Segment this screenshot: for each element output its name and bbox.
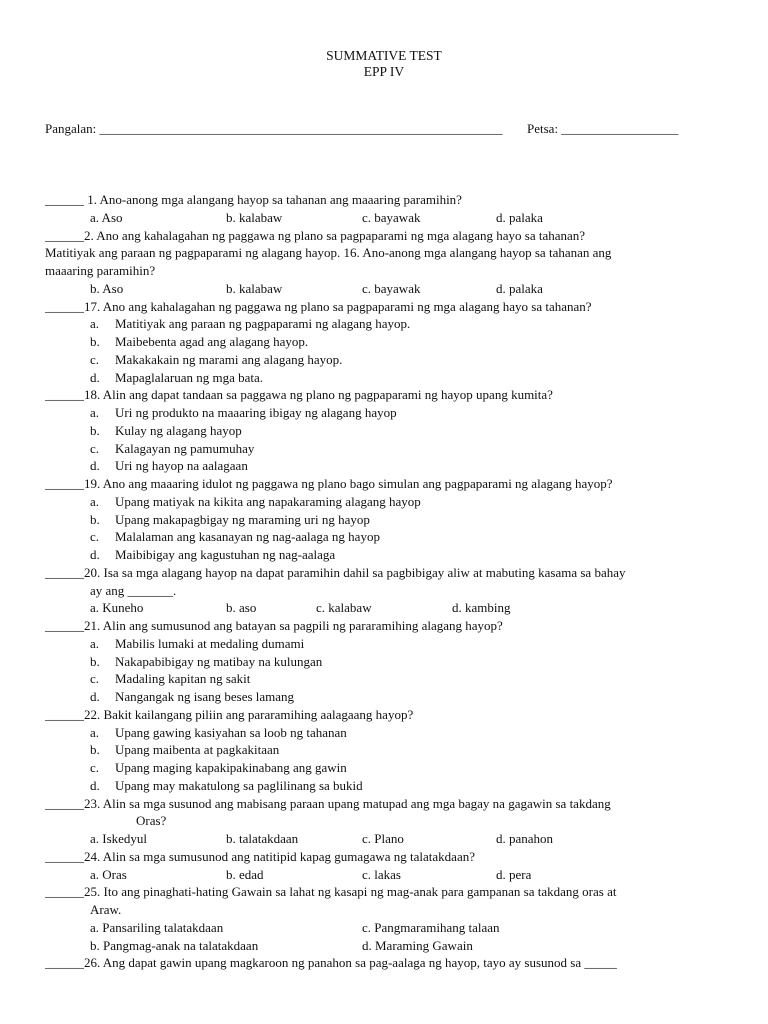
option-letter: b. (90, 654, 100, 669)
question-stem: ______22. Bakit kailangang piliin ang pararamihing aalagaang hayop? (45, 707, 414, 722)
option-letter: a. (90, 405, 100, 420)
answer-option (90, 654, 322, 670)
option-text: Kalagayan ng pamumuhay (115, 441, 255, 456)
answer-option (90, 671, 250, 687)
option-text: Mapaglalaruan ng mga bata. (115, 370, 263, 385)
answer-option (90, 494, 421, 510)
option-letter: b. (90, 742, 100, 757)
option-text: Upang matiyak na kikita ang napakaraming alagang hayop (115, 494, 421, 509)
option-letter: a. (90, 494, 100, 509)
option-text: Uri ng hayop na aalagaan (115, 458, 248, 473)
option-text: Kulay ng alagang hayop (115, 423, 242, 438)
option-letter: d. (90, 689, 100, 704)
answer-choice: d. pera (496, 867, 532, 882)
option-letter: d. (90, 547, 100, 562)
answer-choice: b. kalabaw (226, 281, 283, 296)
answer-choice: c. bayawak (362, 210, 421, 225)
question-stem: ______ 1. Ano-anong mga alangang hayop sa tahanan ang maaaring paramihin? (45, 192, 462, 207)
option-text: Upang maibenta at pagkakitaan (115, 742, 280, 757)
option-text: Upang may makatulong sa paglilinang sa bukid (115, 778, 363, 793)
answer-option (90, 316, 410, 332)
question-stem: ______18. Alin ang dapat tandaan sa paggawa ng plano ng pagpaparami ng hayop upang kumita? (45, 387, 553, 402)
answer-choice: d. panahon (496, 831, 554, 846)
answer-option (90, 441, 254, 457)
question-stem: ______21. Alin ang sumusunod ang batayan sa pagpili ng pararamihing alagang hayop? (45, 618, 503, 633)
option-letter: b. (90, 423, 100, 438)
answer-option (90, 352, 342, 368)
option-letter: c. (90, 671, 100, 686)
answer-choice: a. Iskedyul (90, 831, 148, 846)
question-stem: ______26. Ang dapat gawin upang magkaroon ng panahon sa pag-aalaga ng hayop, tayo ay susunod sa _____ (45, 955, 617, 970)
option-letter: a. (90, 316, 100, 331)
answer-option (90, 529, 380, 545)
option-text: Matitiyak ang paraan ng pagpaparami ng alagang hayop. (115, 316, 411, 331)
option-text: Makakakain ng marami ang alagang hayop. (115, 352, 343, 367)
option-letter: b. (90, 334, 100, 349)
answer-choice: a. Aso (90, 210, 123, 225)
test-title: SUMMATIVE TEST (326, 48, 442, 63)
question-stem: ______20. Isa sa mga alagang hayop na dapat paramihin dahil sa pagbibigay aliw at mabuting kasama sa bahay (45, 565, 626, 580)
answer-option (90, 636, 304, 652)
answer-option (90, 725, 347, 741)
answer-choice: b. talatakdaan (226, 831, 299, 846)
option-letter: c. (90, 529, 100, 544)
option-text: Madaling kapitan ng sakit (115, 671, 251, 686)
answer-choice: b. edad (226, 867, 264, 882)
option-text: Nangangak ng isang beses lamang (115, 689, 295, 704)
name-field: Pangalan: ______________________________________________________________ (45, 121, 503, 136)
answer-option (90, 512, 370, 528)
question-stem: ______17. Ano ang kahalagahan ng paggawa ng plano sa pagpaparami ng mga alagang hayo sa tahanan? (45, 299, 592, 314)
answer-option (90, 742, 279, 758)
answer-option (90, 334, 308, 350)
question-stem: ______25. Ito ang pinaghati-hating Gawain sa lahat ng kasapi ng mag-anak para gampanan sa takdang oras at (45, 884, 617, 899)
option-letter: b. (90, 512, 100, 527)
option-letter: c. (90, 760, 100, 775)
answer-option (90, 405, 397, 421)
option-letter: c. (90, 441, 100, 456)
question-stem: ______19. Ano ang maaaring idulot ng paggawa ng plano bago simulan ang pagpaparami ng alagang hayop? (45, 476, 613, 491)
answer-option (90, 370, 263, 386)
answer-choice: b. Aso (90, 281, 124, 296)
option-letter: d. (90, 458, 100, 473)
answer-choice: b. Pangmag-anak na talatakdaan (90, 938, 259, 953)
option-text: Mabilis lumaki at medaling dumami (115, 636, 305, 651)
question-continuation: Araw. (90, 902, 122, 917)
answer-choice: d. palaka (496, 281, 543, 296)
answer-choice: d. kambing (452, 600, 511, 615)
question-stem: ______23. Alin sa mga susunod ang mabisang paraan upang matupad ang mga bagay na gagawin sa takdang (45, 796, 611, 811)
answer-option (90, 689, 294, 705)
option-text: Nakapabibigay ng matibay na kulungan (115, 654, 323, 669)
answer-choice: d. Maraming Gawain (362, 938, 473, 953)
option-text: Upang gawing kasiyahan sa loob ng tahanan (115, 725, 347, 740)
answer-option (90, 760, 347, 776)
answer-option (90, 423, 242, 439)
option-text: Upang makapagbigay ng maraming uri ng hayop (115, 512, 370, 527)
question-continuation: ay ang _______. (90, 583, 177, 598)
answer-choice: c. Plano (362, 831, 404, 846)
option-letter: a. (90, 636, 100, 651)
option-text: Upang maging kapakipakinabang ang gawin (115, 760, 347, 775)
option-text: Uri ng produkto na maaaring ibigay ng alagang hayop (115, 405, 397, 420)
option-letter: d. (90, 778, 100, 793)
answer-choice: d. palaka (496, 210, 543, 225)
option-text: Maibebenta agad ang alagang hayop. (115, 334, 309, 349)
answer-choice: c. bayawak (362, 281, 421, 296)
option-text: Maibibigay ang kagustuhan ng nag-aalaga (115, 547, 336, 562)
option-letter: d. (90, 370, 100, 385)
answer-choice: c. lakas (362, 867, 401, 882)
option-letter: a. (90, 725, 100, 740)
test-subtitle: EPP IV (363, 64, 405, 79)
answer-choice: b. kalabaw (226, 210, 283, 225)
option-letter: c. (90, 352, 100, 367)
question-stem: maaaring paramihin? (45, 263, 156, 278)
answer-choice: a. Kuneho (90, 600, 144, 615)
answer-choice: a. Pansariling talatakdaan (90, 920, 224, 935)
question-stem: Matitiyak ang paraan ng pagpaparami ng alagang hayop. 16. Ano-anong mga alangang hayop sa tahanan ang (45, 245, 612, 260)
question-stem: ______24. Alin sa mga sumusunod ang natitipid kapag gumagawa ng talatakdaan? (45, 849, 475, 864)
answer-choice: a. Oras (90, 867, 127, 882)
answer-option (90, 547, 335, 563)
answer-option (90, 458, 248, 474)
answer-choice: c. Pangmaramihang talaan (362, 920, 500, 935)
question-stem: ______2. Ano ang kahalagahan ng paggawa ng plano sa pagpaparami ng mga alagang hayo sa tahanan? (45, 228, 586, 243)
answer-choice: b. aso (226, 600, 257, 615)
answer-choice: c. kalabaw (316, 600, 372, 615)
date-field: Petsa: __________________ (527, 121, 679, 136)
answer-option (90, 778, 363, 794)
option-text: Malalaman ang kasanayan ng nag-aalaga ng hayop (115, 529, 380, 544)
question-continuation: Oras? (136, 813, 167, 828)
